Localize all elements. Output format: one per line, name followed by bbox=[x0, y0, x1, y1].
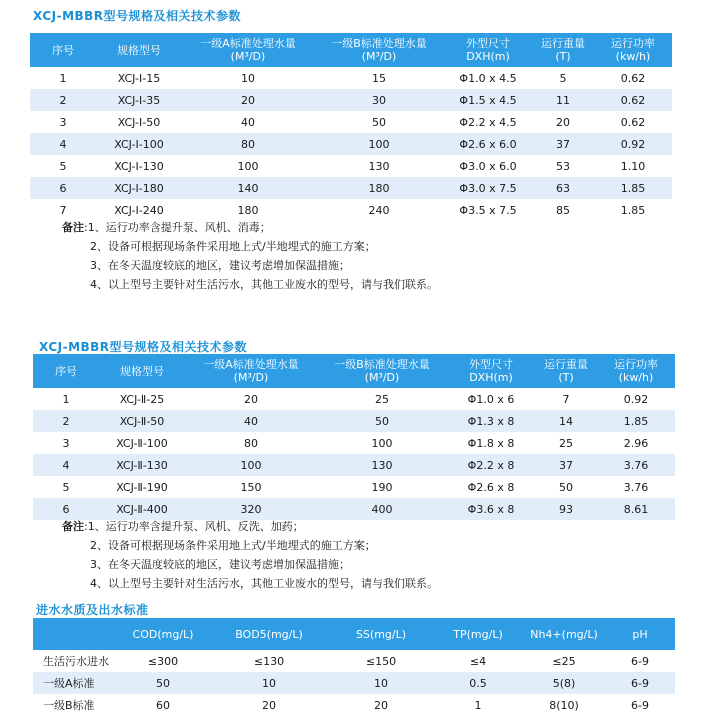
table-cell: Φ3.6 x 8 bbox=[467, 502, 515, 516]
column-header bbox=[314, 33, 444, 67]
note-text: 3、在冬天温度较底的地区，建议考虑增加保温措施； bbox=[90, 259, 350, 272]
table-cell: 100 bbox=[368, 137, 390, 151]
table-row bbox=[33, 650, 675, 672]
table3-title: 进水水质及出水标准 bbox=[36, 603, 149, 617]
table-row bbox=[33, 388, 675, 410]
table-cell: 3 bbox=[62, 436, 70, 450]
note-text: 4、以上型号主要针对生活污水，其他工业废水的型号，请与我们联系。 bbox=[90, 577, 438, 590]
table-cell: ≤150 bbox=[365, 654, 397, 668]
table-cell: 85 bbox=[556, 203, 570, 217]
notes-1 bbox=[62, 218, 438, 294]
table-cell: 3 bbox=[59, 115, 67, 129]
column-header bbox=[433, 618, 523, 650]
header-text: 运行功率 bbox=[611, 37, 655, 50]
table-cell: 1.10 bbox=[620, 159, 646, 173]
header-text: 规格型号 bbox=[120, 364, 164, 378]
column-header bbox=[182, 33, 314, 67]
table-cell: 6 bbox=[59, 181, 67, 195]
header-text: (M³/D) bbox=[233, 371, 269, 384]
spec-table-2 bbox=[33, 354, 675, 520]
table-cell: 100 bbox=[371, 436, 393, 450]
table-cell: ≤4 bbox=[469, 654, 487, 668]
table-cell: Φ3.0 x 6.0 bbox=[459, 159, 517, 173]
header-text: DXH(m) bbox=[466, 50, 510, 63]
table-cell: 40 bbox=[241, 115, 255, 129]
table-cell: XCJ-Ⅰ-130 bbox=[114, 159, 164, 173]
table-cell: Φ1.0 x 4.5 bbox=[459, 71, 517, 85]
table-cell: 15 bbox=[372, 71, 386, 85]
table-cell: 5 bbox=[59, 159, 67, 173]
table-cell: 50 bbox=[156, 676, 170, 690]
table-cell: 240 bbox=[368, 203, 390, 217]
table-cell: 7 bbox=[562, 392, 570, 406]
notes-label: 备注 bbox=[62, 520, 84, 533]
table-cell: 1.85 bbox=[620, 181, 646, 195]
table-cell: 1.85 bbox=[620, 203, 646, 217]
table-cell: 53 bbox=[556, 159, 570, 173]
table-cell: 2 bbox=[59, 93, 67, 107]
column-header bbox=[317, 354, 447, 388]
table-cell: 0.62 bbox=[620, 115, 646, 129]
table-cell: 6-9 bbox=[631, 654, 649, 668]
table-cell: 5(8) bbox=[552, 676, 576, 690]
table-cell: XCJ-Ⅱ-130 bbox=[116, 458, 168, 472]
note-line bbox=[62, 256, 438, 275]
table-cell: 0.92 bbox=[620, 137, 646, 151]
table-cell: XCJ-Ⅰ-15 bbox=[117, 71, 161, 85]
table-cell: 4 bbox=[59, 137, 67, 151]
table-cell: XCJ-Ⅰ-50 bbox=[117, 115, 161, 129]
header-text: 外型尺寸 bbox=[469, 358, 513, 371]
table-cell: 2.96 bbox=[623, 436, 649, 450]
header-text: (M³/D) bbox=[361, 50, 397, 63]
header-text: Nh4+(mg/L) bbox=[530, 627, 598, 641]
table-cell: 150 bbox=[240, 480, 262, 494]
column-header bbox=[594, 33, 672, 67]
table-cell: 8(10) bbox=[549, 698, 579, 712]
table-row bbox=[30, 177, 672, 199]
header-text: COD(mg/L) bbox=[132, 627, 194, 641]
header-text: 一级A标准处理水量 bbox=[203, 358, 299, 371]
header-text: 一级B标准处理水量 bbox=[334, 358, 430, 371]
table-cell: 1 bbox=[474, 698, 482, 712]
header-text: SS(mg/L) bbox=[355, 627, 407, 641]
note-line bbox=[62, 555, 438, 574]
note-text: :1、运行功率含提升泵、风机、消毒； bbox=[84, 221, 271, 234]
table-cell: 14 bbox=[559, 414, 573, 428]
table-row bbox=[33, 410, 675, 432]
header-text: (T) bbox=[558, 371, 574, 384]
column-header bbox=[447, 354, 535, 388]
table-cell: 320 bbox=[240, 502, 262, 516]
note-line bbox=[62, 218, 438, 237]
header-text: 规格型号 bbox=[117, 43, 161, 57]
header-text: 运行重量 bbox=[544, 358, 588, 371]
table-cell: 一级A标准 bbox=[43, 677, 95, 690]
table-cell: XCJ-Ⅰ-180 bbox=[114, 181, 164, 195]
table-cell: 93 bbox=[559, 502, 573, 516]
table-cell: 10 bbox=[241, 71, 255, 85]
table-cell: XCJ-Ⅰ-240 bbox=[114, 203, 164, 217]
table-cell: 190 bbox=[371, 480, 393, 494]
table-cell: 8.61 bbox=[623, 502, 649, 516]
column-header bbox=[33, 354, 99, 388]
column-header bbox=[535, 354, 597, 388]
column-header bbox=[209, 618, 329, 650]
table2-title: XCJ-MBBR型号规格及相关技术参数 bbox=[39, 340, 248, 354]
column-header bbox=[30, 33, 96, 67]
table-cell: Φ3.5 x 7.5 bbox=[459, 203, 517, 217]
spec-table-1 bbox=[30, 33, 672, 221]
header-text: 一级B标准处理水量 bbox=[331, 37, 427, 50]
table-cell: 6 bbox=[62, 502, 70, 516]
table1-title: XCJ-MBBR型号规格及相关技术参数 bbox=[33, 9, 242, 23]
table-cell: 40 bbox=[244, 414, 258, 428]
header-text: 外型尺寸 bbox=[466, 37, 510, 50]
table-cell: Φ2.2 x 4.5 bbox=[459, 115, 517, 129]
table-cell: Φ1.3 x 8 bbox=[467, 414, 515, 428]
table-cell: 0.92 bbox=[623, 392, 649, 406]
table-cell: 3.76 bbox=[623, 480, 649, 494]
column-header bbox=[523, 618, 605, 650]
notes-label: 备注 bbox=[62, 221, 84, 234]
table-cell: Φ1.5 x 4.5 bbox=[459, 93, 517, 107]
table-cell: 10 bbox=[374, 676, 388, 690]
table-cell: 生活污水进水 bbox=[43, 655, 109, 668]
table-cell: 50 bbox=[559, 480, 573, 494]
header-text: (kw/h) bbox=[615, 50, 651, 63]
table-cell: 25 bbox=[559, 436, 573, 450]
table-cell: 1.85 bbox=[623, 414, 649, 428]
table-row bbox=[33, 672, 675, 694]
table-cell: 6-9 bbox=[631, 676, 649, 690]
table-cell: 37 bbox=[559, 458, 573, 472]
table-cell: 37 bbox=[556, 137, 570, 151]
table-cell: 20 bbox=[262, 698, 276, 712]
header-text: 一级A标准处理水量 bbox=[200, 37, 296, 50]
table-cell: 130 bbox=[368, 159, 390, 173]
table-cell: 10 bbox=[262, 676, 276, 690]
table-cell: 20 bbox=[244, 392, 258, 406]
note-line bbox=[62, 536, 438, 555]
note-text: 3、在冬天温度较底的地区，建议考虑增加保温措施； bbox=[90, 558, 350, 571]
table-cell: XCJ-Ⅱ-50 bbox=[119, 414, 165, 428]
table-cell: 100 bbox=[237, 159, 259, 173]
header-text: (M³/D) bbox=[230, 50, 266, 63]
table-cell: 80 bbox=[241, 137, 255, 151]
table-header-row bbox=[30, 33, 672, 67]
table-cell: 0.62 bbox=[620, 71, 646, 85]
table-row bbox=[30, 111, 672, 133]
table-cell: Φ2.6 x 6.0 bbox=[459, 137, 517, 151]
note-line bbox=[62, 517, 438, 536]
table-row bbox=[33, 454, 675, 476]
table-row bbox=[30, 89, 672, 111]
water-quality-table bbox=[33, 618, 675, 716]
table-cell: ≤25 bbox=[552, 654, 576, 668]
table-cell: 6-9 bbox=[631, 698, 649, 712]
note-text: 2、设备可根据现场条件采用地上式/半地埋式的施工方案； bbox=[90, 240, 376, 253]
column-header bbox=[444, 33, 532, 67]
table-cell: 180 bbox=[237, 203, 259, 217]
column-header bbox=[597, 354, 675, 388]
table-cell: 0.5 bbox=[469, 676, 487, 690]
table-cell: 63 bbox=[556, 181, 570, 195]
header-text: DXH(m) bbox=[469, 371, 513, 384]
column-header bbox=[329, 618, 433, 650]
table-cell: 0.62 bbox=[620, 93, 646, 107]
table-cell: ≤130 bbox=[253, 654, 285, 668]
table-cell: 25 bbox=[375, 392, 389, 406]
table-header-row bbox=[33, 354, 675, 388]
note-text: :1、运行功率含提升泵、风机、反洗、加药； bbox=[84, 520, 304, 533]
table-row bbox=[33, 432, 675, 454]
table-cell: 140 bbox=[237, 181, 259, 195]
table-cell: 11 bbox=[556, 93, 570, 107]
table-row bbox=[33, 476, 675, 498]
table-cell: 80 bbox=[244, 436, 258, 450]
header-text: 序号 bbox=[52, 43, 74, 57]
notes-2 bbox=[62, 517, 438, 593]
table-cell: 400 bbox=[371, 502, 393, 516]
table-cell: 100 bbox=[240, 458, 262, 472]
table-cell: 1 bbox=[62, 392, 70, 406]
table-cell: 60 bbox=[156, 698, 170, 712]
table-cell: ≤300 bbox=[147, 654, 179, 668]
table-cell: XCJ-Ⅱ-400 bbox=[116, 502, 168, 516]
column-header bbox=[33, 618, 117, 650]
column-header bbox=[99, 354, 185, 388]
header-text: (kw/h) bbox=[618, 371, 654, 384]
note-text: 2、设备可根据现场条件采用地上式/半地埋式的施工方案； bbox=[90, 539, 376, 552]
header-text: pH bbox=[632, 627, 648, 641]
table-cell: Φ1.0 x 6 bbox=[467, 392, 515, 406]
note-line bbox=[62, 237, 438, 256]
table-cell: 50 bbox=[372, 115, 386, 129]
column-header bbox=[605, 618, 675, 650]
header-text: (T) bbox=[555, 50, 571, 63]
table-header-row bbox=[33, 618, 675, 650]
column-header bbox=[532, 33, 594, 67]
header-text: 运行重量 bbox=[541, 37, 585, 50]
table-cell: 50 bbox=[375, 414, 389, 428]
table-cell: 30 bbox=[372, 93, 386, 107]
header-text: 序号 bbox=[55, 364, 77, 378]
table-cell: XCJ-Ⅱ-25 bbox=[119, 392, 165, 406]
table-cell: 4 bbox=[62, 458, 70, 472]
table-cell: 5 bbox=[559, 71, 567, 85]
table-row bbox=[33, 694, 675, 716]
table-cell: Φ1.8 x 8 bbox=[467, 436, 515, 450]
table-cell: 3.76 bbox=[623, 458, 649, 472]
table-cell: 20 bbox=[374, 698, 388, 712]
column-header bbox=[185, 354, 317, 388]
note-text: 4、以上型号主要针对生活污水，其他工业废水的型号，请与我们联系。 bbox=[90, 278, 438, 291]
header-text: TP(mg/L) bbox=[453, 627, 503, 641]
table-cell: XCJ-Ⅰ-100 bbox=[114, 137, 164, 151]
table-row bbox=[30, 67, 672, 89]
table-cell: XCJ-Ⅰ-35 bbox=[117, 93, 161, 107]
note-line bbox=[62, 574, 438, 593]
column-header bbox=[117, 618, 209, 650]
table-cell: 20 bbox=[556, 115, 570, 129]
table-cell: Φ2.2 x 8 bbox=[467, 458, 515, 472]
table-cell: XCJ-Ⅱ-190 bbox=[116, 480, 168, 494]
table-cell: 20 bbox=[241, 93, 255, 107]
table-cell: 5 bbox=[62, 480, 70, 494]
header-text: (M³/D) bbox=[364, 371, 400, 384]
column-header bbox=[96, 33, 182, 67]
table-row bbox=[30, 133, 672, 155]
table-cell: 130 bbox=[371, 458, 393, 472]
table-cell: Φ3.0 x 7.5 bbox=[459, 181, 517, 195]
table-cell: 2 bbox=[62, 414, 70, 428]
header-text: 运行功率 bbox=[614, 358, 658, 371]
table-row bbox=[30, 155, 672, 177]
table-cell: 一级B标准 bbox=[43, 699, 95, 712]
header-text: BOD5(mg/L) bbox=[235, 627, 303, 641]
table-cell: 7 bbox=[59, 203, 67, 217]
table-cell: Φ2.6 x 8 bbox=[467, 480, 515, 494]
note-line bbox=[62, 275, 438, 294]
table-cell: 180 bbox=[368, 181, 390, 195]
table-cell: 1 bbox=[59, 71, 67, 85]
table-cell: XCJ-Ⅱ-100 bbox=[116, 436, 168, 450]
